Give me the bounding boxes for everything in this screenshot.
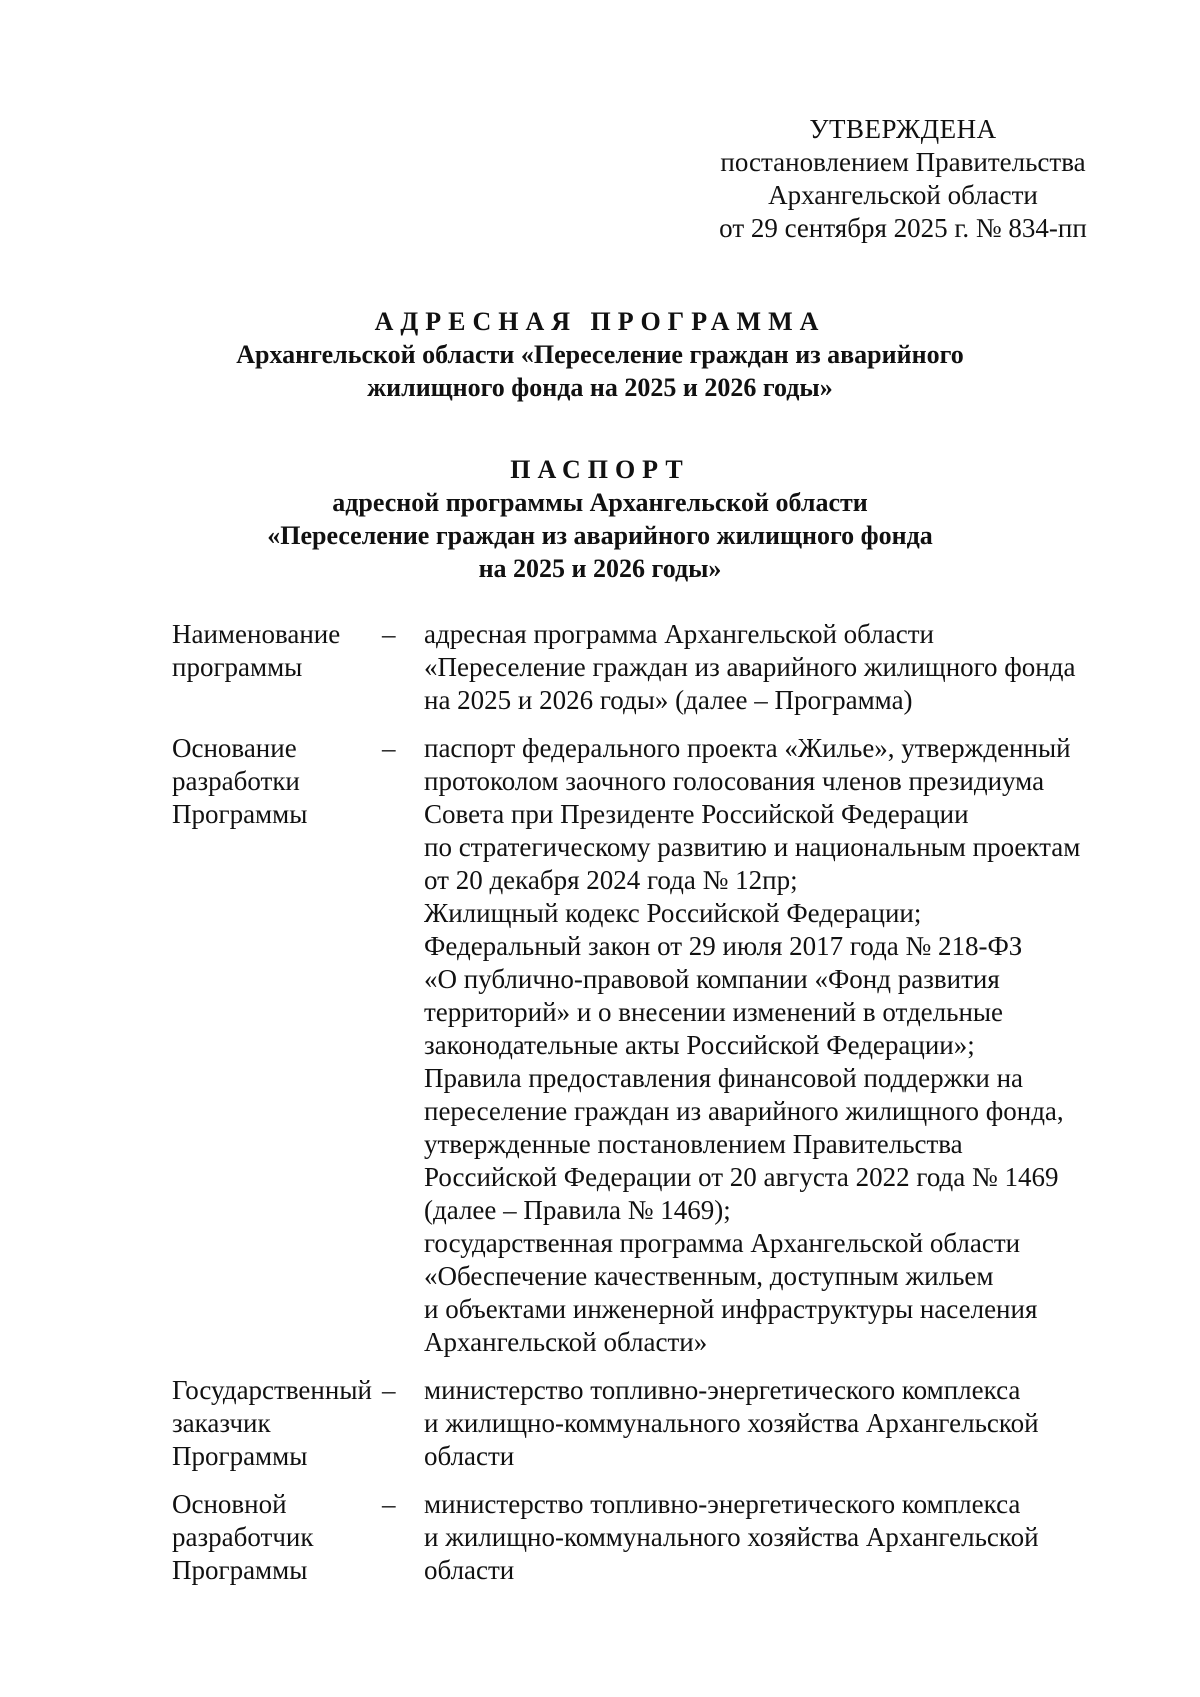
program-subtitle-line: Архангельской области «Переселение граждан из аварийного — [236, 340, 964, 369]
program-subtitle-line: жилищного фонда на 2025 и 2026 годы» — [367, 373, 833, 402]
passport-row-value-line: переселение граждан из аварийного жилищного фонда, — [424, 1096, 1064, 1126]
passport-row-value-line: Правила предоставления финансовой поддержки на — [424, 1063, 1023, 1093]
passport-row-label-line: Основание — [172, 733, 297, 763]
passport-row-label-line: Программы — [172, 1555, 308, 1585]
passport-row-value-line: по стратегическому развитию и национальным проектам — [424, 832, 1081, 862]
passport-row-value-line: Российской Федерации от 20 августа 2022 года № 1469 — [424, 1162, 1059, 1192]
program-title: АДРЕСНАЯ ПРОГРАММА — [374, 307, 826, 336]
passport-row-value-line: и жилищно-коммунального хозяйства Архангельской — [424, 1408, 1039, 1438]
passport-row-label — [172, 618, 382, 717]
approval-line: от 29 сентября 2025 г. № 834-пп — [719, 213, 1087, 243]
passport-row — [172, 1488, 1132, 1587]
passport-heading — [0, 453, 1200, 585]
passport-table — [172, 618, 1132, 1602]
passport-row-label-line: Программы — [172, 1441, 308, 1471]
passport-row-value-line: адресная программа Архангельской области — [424, 619, 934, 649]
passport-row-value-line: на 2025 и 2026 годы» (далее – Программа) — [424, 685, 913, 715]
passport-row-value-line: и жилищно-коммунального хозяйства Архангельской — [424, 1522, 1039, 1552]
passport-row-dash: – — [382, 1489, 396, 1519]
passport-subtitle-line: «Переселение граждан из аварийного жилищного фонда — [267, 521, 933, 550]
passport-row-value — [424, 732, 1132, 1359]
passport-row-label-line: Наименование — [172, 619, 341, 649]
passport-row-value — [424, 1488, 1132, 1587]
passport-row-value-line: области — [424, 1555, 515, 1585]
passport-row-label — [172, 732, 382, 1359]
passport-row-value-line: Архангельской области» — [424, 1327, 708, 1357]
approval-line: Архангельской области — [768, 180, 1038, 210]
passport-row-label-line: Государственный — [172, 1375, 372, 1405]
passport-row-value-line: области — [424, 1441, 515, 1471]
passport-row — [172, 618, 1132, 717]
passport-row-label — [172, 1488, 382, 1587]
passport-row-dash: – — [382, 619, 396, 649]
passport-row-label-line: заказчик — [172, 1408, 271, 1438]
passport-subtitle-line: адресной программы Архангельской области — [332, 488, 868, 517]
passport-row-value-line: Совета при Президенте Российской Федерации — [424, 799, 969, 829]
passport-row-dash: – — [382, 1375, 396, 1405]
passport-title: ПАСПОРТ — [510, 455, 690, 484]
passport-row-label-line: программы — [172, 652, 303, 682]
passport-row-value-line: и объектами инженерной инфраструктуры населения — [424, 1294, 1038, 1324]
passport-row-value-line: «Обеспечение качественным, доступным жильем — [424, 1261, 994, 1291]
program-heading — [0, 305, 1200, 404]
approval-block — [698, 113, 1108, 245]
passport-row-value-line: территорий» и о внесении изменений в отдельные — [424, 997, 1004, 1027]
passport-row-value-line: Жилищный кодекс Российской Федерации; — [424, 898, 922, 928]
passport-row-value-line: (далее – Правила № 1469); — [424, 1195, 731, 1225]
passport-row-value-line: «Переселение граждан из аварийного жилищного фонда — [424, 652, 1076, 682]
passport-row-value — [424, 618, 1132, 717]
passport-row — [172, 732, 1132, 1359]
passport-row-label-line: Основной — [172, 1489, 287, 1519]
passport-row-value-line: утвержденные постановлением Правительства — [424, 1129, 963, 1159]
passport-row-value-line: государственная программа Архангельской области — [424, 1228, 1021, 1258]
passport-row-dash: – — [382, 733, 396, 763]
passport-row-label-line: разработчик — [172, 1522, 314, 1552]
passport-row-value-line: законодательные акты Российской Федерации»; — [424, 1030, 975, 1060]
passport-row-value-line: министерство топливно-энергетического комплекса — [424, 1375, 1021, 1405]
passport-subtitle-line: на 2025 и 2026 годы» — [478, 554, 722, 583]
passport-row-value-line: «О публично-правовой компании «Фонд развития — [424, 964, 1000, 994]
passport-row-label — [172, 1374, 382, 1473]
passport-row-value-line: от 20 декабря 2024 года № 12пр; — [424, 865, 798, 895]
passport-row-value-line: протоколом заочного голосования членов президиума — [424, 766, 1045, 796]
passport-row-value-line: Федеральный закон от 29 июля 2017 года № 218-ФЗ — [424, 931, 1023, 961]
passport-row-value-line: министерство топливно-энергетического комплекса — [424, 1489, 1021, 1519]
passport-row-value — [424, 1374, 1132, 1473]
passport-row-value-line: паспорт федерального проекта «Жилье», утвержденный — [424, 733, 1071, 763]
passport-row-label-line: Программы — [172, 799, 308, 829]
approval-line: УТВЕРЖДЕНА — [809, 114, 997, 144]
passport-row-label-line: разработки — [172, 766, 300, 796]
passport-row — [172, 1374, 1132, 1473]
approval-line: постановлением Правительства — [720, 147, 1086, 177]
